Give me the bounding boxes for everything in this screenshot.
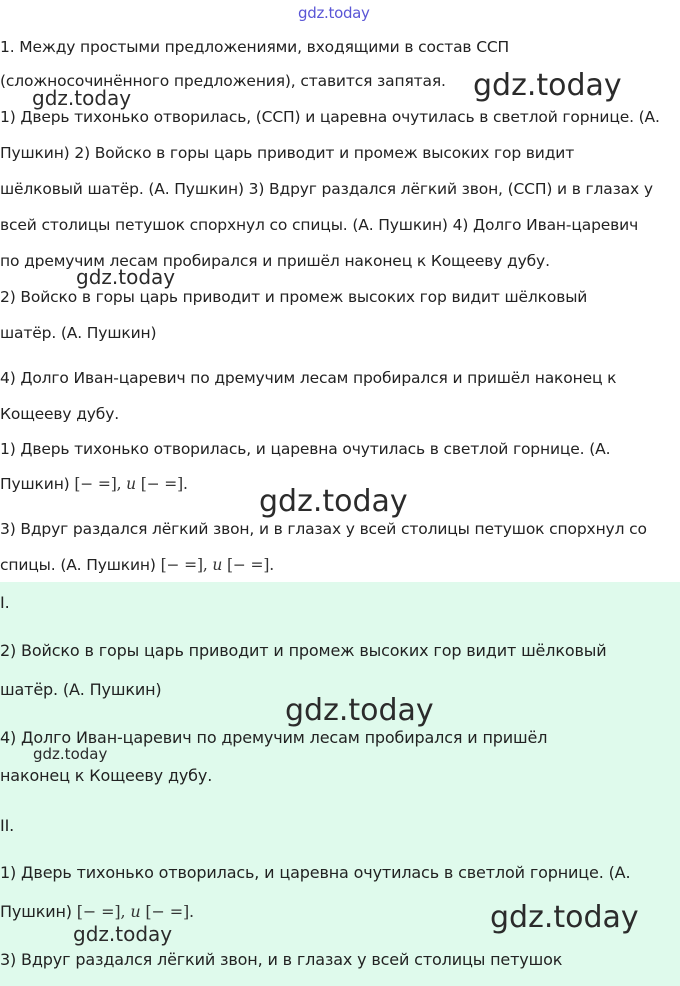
text-line: 3) Вдруг раздался лёгкий звон, и в глазах у всей столицы петушок спорхнул со [0, 520, 647, 538]
watermark: gdz.today [259, 484, 408, 519]
text-line: 4) Долго Иван-царевич по дремучим лесам пробирался и пришёл [0, 728, 548, 747]
text-line: 3) Вдруг раздался лёгкий звон, и в глазах у всей столицы петушок [0, 950, 563, 969]
watermark-top: gdz.today [298, 4, 370, 22]
rule-line-1: 1. Между простыми предложениями, входящими в состав ССП [0, 38, 510, 56]
text-line: 1) Дверь тихонько отворилась, и царевна очутилась в светлой горнице. (А. [0, 440, 611, 458]
scheme-line: спицы. (А. Пушкин) [− =], и [− =]. [0, 556, 275, 574]
sentence-scheme: [− =], и [− =]. [160, 556, 275, 574]
watermark: gdz.today [33, 745, 108, 763]
watermark: gdz.today [32, 86, 132, 110]
scheme-line: Пушкин) [− =], и [− =]. [0, 475, 188, 493]
text-line: по дремучим лесам пробирался и пришёл наконец к Кощееву дубу. [0, 252, 550, 270]
watermark: gdz.today [73, 922, 173, 946]
watermark: gdz.today [473, 68, 622, 103]
text-line: шёлковый шатёр. (А. Пушкин) 3) Вдруг раздался лёгкий звон, (ССП) и в глазах у [0, 180, 653, 198]
text-line: наконец к Кощееву дубу. [0, 766, 213, 785]
sentence-scheme: [− =], и [− =]. [76, 902, 194, 921]
text-line: 4) Долго Иван-царевич по дремучим лесам пробирался и пришёл наконец к [0, 369, 617, 387]
text-line: Кощееву дубу. [0, 405, 119, 423]
text-line: 2) Войско в горы царь приводит и промеж высоких гор видит шёлковый [0, 641, 607, 660]
text-line: 2) Войско в горы царь приводит и промеж высоких гор видит шёлковый [0, 288, 588, 306]
watermark: gdz.today [285, 693, 434, 728]
text-line: 1) Дверь тихонько отворилась, и царевна очутилась в светлой горнице. (А. [0, 863, 631, 882]
group-heading: II. [0, 816, 15, 835]
watermark: gdz.today [490, 900, 639, 935]
text-line: 1) Дверь тихонько отворилась, (ССП) и царевна очутилась в светлой горнице. (А. [0, 108, 660, 126]
text-line: всей столицы петушок спорхнул со спицы. (А. Пушкин) 4) Долго Иван-царевич [0, 216, 639, 234]
sentence-scheme: [− =], и [− =]. [74, 475, 188, 493]
scheme-line: Пушкин) [− =], и [− =]. [0, 902, 194, 921]
group-heading: I. [0, 593, 10, 612]
watermark: gdz.today [76, 265, 176, 289]
text-line: шатёр. (А. Пушкин) [0, 680, 162, 699]
text-line: шатёр. (А. Пушкин) [0, 324, 157, 342]
text-line: Пушкин) 2) Войско в горы царь приводит и промеж высоких гор видит [0, 144, 575, 162]
rule-line-2: (сложносочинённого предложения), ставится запятая. [0, 72, 446, 90]
